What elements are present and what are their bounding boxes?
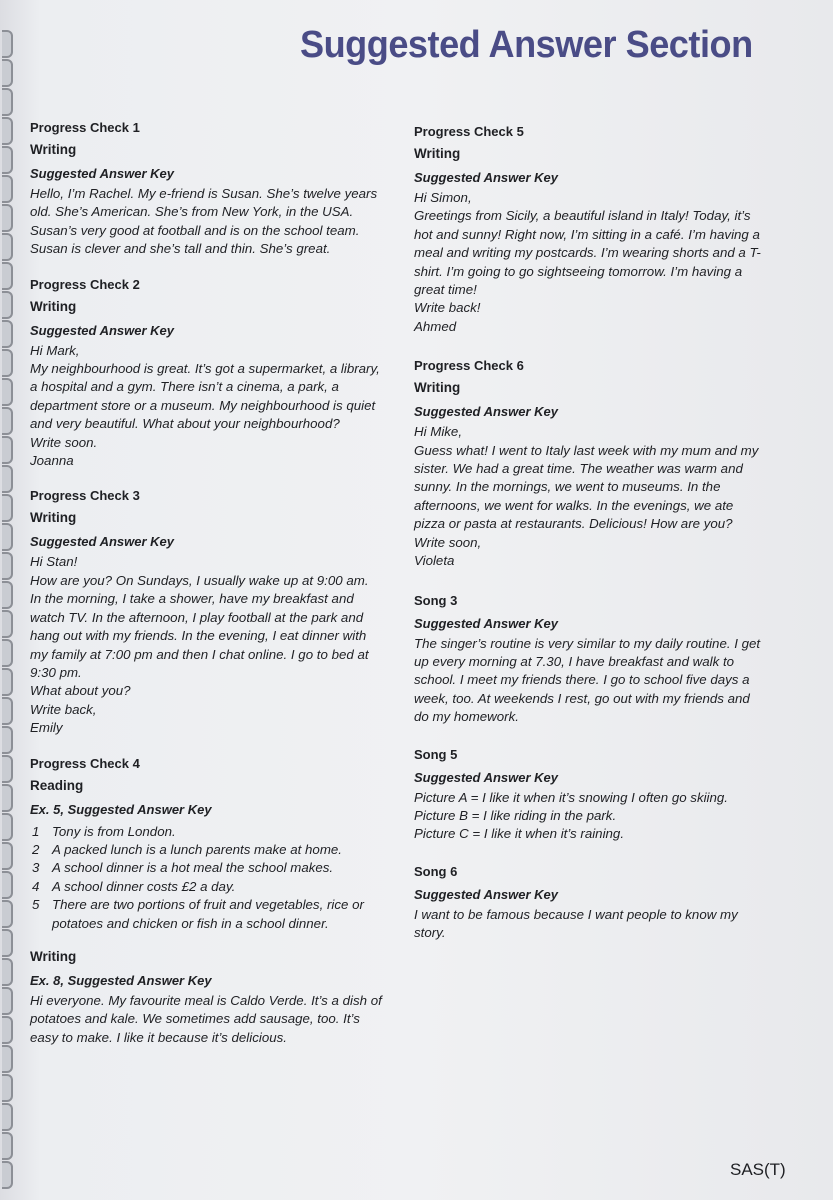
page-title: Suggested Answer Section (300, 24, 753, 66)
binding-ring (2, 291, 13, 319)
skill-heading: Writing (30, 298, 77, 314)
answer-text: Hi everyone. My favourite meal is Caldo Verde. It’s a dish of potatoes and kale. We sometimes add sausage, too. It’s easy to make. I like it because it’s delicious. (30, 992, 382, 1045)
answer-text: The singer’s routine is very similar to my daily routine. I get up every morning at 7.30, I have breakfast and walk to school. I meet my friends there. I go to school five days a week, too. At weekends I rest, go out with my friends and do my homework. (414, 635, 761, 725)
section-heading: Progress Check 4 (30, 755, 140, 771)
binding-ring (2, 639, 13, 667)
binding-ring (2, 407, 13, 435)
binding-ring (2, 204, 13, 232)
binding-ring (2, 1016, 13, 1044)
binding-ring (2, 117, 13, 145)
skill-heading: Writing (414, 380, 461, 396)
binding-ring (2, 1103, 13, 1131)
answer-text: Hi Simon, Greetings from Sicily, a beautiful island in Italy! Today, it’s hot and sunny! Right now, I’m sitting in a café. I’m having a meal and writing my postcards. I’m wearing shorts and a T-shirt. I’m going to go sightseeing tomorrow. I’m having a great time! Write back! Ahmed (414, 190, 761, 334)
answer-key-label: Suggested Answer Key (414, 170, 559, 185)
item-text: A school dinner is a hot meal the school makes. (52, 860, 334, 876)
binding-ring (2, 88, 13, 116)
item-text: Tony is from London. (52, 823, 176, 839)
binding-ring (2, 320, 13, 348)
progress-check-4 (30, 754, 382, 1048)
binding-ring (2, 784, 13, 812)
answer-key-label: Suggested Answer Key (30, 166, 175, 181)
answer-text: Hello, I’m Rachel. My e-friend is Susan. She’s twelve years old. She’s American. She’s from New York, in the USA. Susan’s very good at football and is on the school team. Susan is clever and she’s tall and thin. She’s great. (30, 186, 378, 257)
list-item (30, 859, 382, 877)
item-text: There are two portions of fruit and vegetables, rice or potatoes and chicken or fish in a school dinner. (52, 897, 364, 931)
skill-heading: Writing (30, 142, 77, 157)
skill-heading: Writing (414, 146, 461, 161)
skill-heading: Reading (30, 777, 84, 793)
binding-ring (2, 59, 13, 87)
item-number: 4 (32, 878, 40, 894)
binding-ring (2, 1161, 13, 1189)
page-code: SAS(T) (730, 1160, 786, 1179)
item-number: 3 (32, 860, 40, 876)
answer-text: Hi Mike, Guess what! I went to Italy last week with my mum and my sister. We had a great time. The weather was warm and sunny. In the mornings, we went to museums. In the afternoons, we went for walks. In the evenings, we ate pizza or pasta at restaurants. Delicious! How are you? Write soon, Violeta (414, 424, 759, 569)
progress-check-6 (414, 356, 764, 570)
answer-key-label: Suggested Answer Key (30, 534, 175, 550)
progress-check-2 (30, 275, 382, 471)
binding-ring (2, 1074, 13, 1102)
binding-ring (2, 146, 13, 174)
section-heading: Song 3 (414, 592, 458, 608)
item-number: 5 (32, 897, 40, 913)
item-number: 1 (32, 823, 40, 839)
answer-text: I want to be famous because I want people to know my story. (414, 906, 738, 941)
progress-check-5 (414, 122, 764, 336)
binding-ring (2, 349, 13, 377)
binding-ring (2, 523, 13, 551)
list-item (30, 823, 382, 841)
binding-ring (2, 987, 13, 1015)
binding-ring (2, 436, 13, 464)
binding-ring (2, 929, 13, 957)
binding-ring (2, 233, 13, 261)
answer-key-label: Suggested Answer Key (67, 801, 212, 817)
answer-text: Hi Mark, My neighbourhood is great. It’s got a supermarket, a library, a hospital and a gym. There isn’t a cinema, a park, a department store or a museum. My neighbourhood is quiet and very beautiful. What about your neighbourhood? Write soon. Joanna (30, 342, 380, 469)
right-column (414, 122, 764, 959)
binding-ring (2, 842, 13, 870)
item-number: 2 (32, 841, 40, 857)
binding-ring (2, 1132, 13, 1160)
section-heading: Progress Check 6 (414, 358, 524, 374)
skill-heading: Writing (30, 510, 77, 526)
binding-ring (2, 813, 13, 841)
binding-ring (2, 668, 13, 696)
binding-ring (2, 552, 13, 580)
section-heading: Progress Check 5 (414, 124, 524, 139)
skill-heading: Writing (30, 948, 77, 964)
binding-ring (2, 378, 13, 406)
binding-ring (2, 871, 13, 899)
spiral-binding (0, 0, 20, 1200)
answer-key-label: Suggested Answer Key (414, 404, 559, 420)
song-3 (414, 591, 764, 727)
left-column (30, 118, 382, 1063)
progress-check-1 (30, 118, 382, 259)
binding-ring (2, 581, 13, 609)
list-item (30, 896, 382, 933)
section-heading: Song 5 (414, 746, 458, 762)
item-text: A packed lunch is a lunch parents make at home. (52, 841, 342, 857)
answer-key-label: Suggested Answer Key (414, 886, 559, 902)
song-5 (414, 745, 764, 844)
answer-key-label: Suggested Answer Key (30, 322, 175, 338)
answer-text: Picture A = I like it when it’s snowing I often go skiing. Picture B = I like riding in the park. Picture C = I like it when it’s raining. (414, 789, 728, 842)
list-item (30, 878, 382, 896)
binding-ring (2, 262, 13, 290)
exercise-label (30, 970, 382, 992)
binding-ring (2, 1045, 13, 1073)
binding-ring (2, 175, 13, 203)
answer-list (30, 823, 382, 933)
binding-ring (2, 465, 13, 493)
binding-ring (2, 610, 13, 638)
binding-ring (2, 755, 13, 783)
song-6 (414, 862, 764, 943)
binding-ring (2, 900, 13, 928)
exercise-number: Ex. 8, (30, 972, 68, 988)
exercise-label (30, 799, 382, 821)
binding-ring (2, 697, 13, 725)
binding-ring (2, 726, 13, 754)
progress-check-3 (30, 486, 382, 737)
section-heading: Song 6 (414, 863, 458, 879)
binding-ring (2, 30, 13, 58)
section-heading: Progress Check 1 (30, 120, 140, 135)
exercise-number: Ex. 5, (30, 801, 68, 817)
section-heading: Progress Check 3 (30, 488, 140, 504)
answer-key-label: Suggested Answer Key (414, 615, 559, 631)
answer-text: Hi Stan! How are you? On Sundays, I usually wake up at 9:00 am. In the morning, I take a shower, have my breakfast and watch TV. In the afternoon, I play football at the park and hang out with my friends. In the evening, I eat dinner with my family at 7:00 pm and then I chat online. I go to bed at 9:30 pm. What about you? Write back, Emily (30, 554, 369, 736)
binding-ring (2, 958, 13, 986)
binding-ring (2, 494, 13, 522)
item-text: A school dinner costs £2 a day. (52, 878, 236, 894)
list-item (30, 841, 382, 859)
answer-key-label: Suggested Answer Key (67, 972, 212, 988)
answer-key-label: Suggested Answer Key (414, 769, 559, 785)
section-heading: Progress Check 2 (30, 276, 140, 292)
